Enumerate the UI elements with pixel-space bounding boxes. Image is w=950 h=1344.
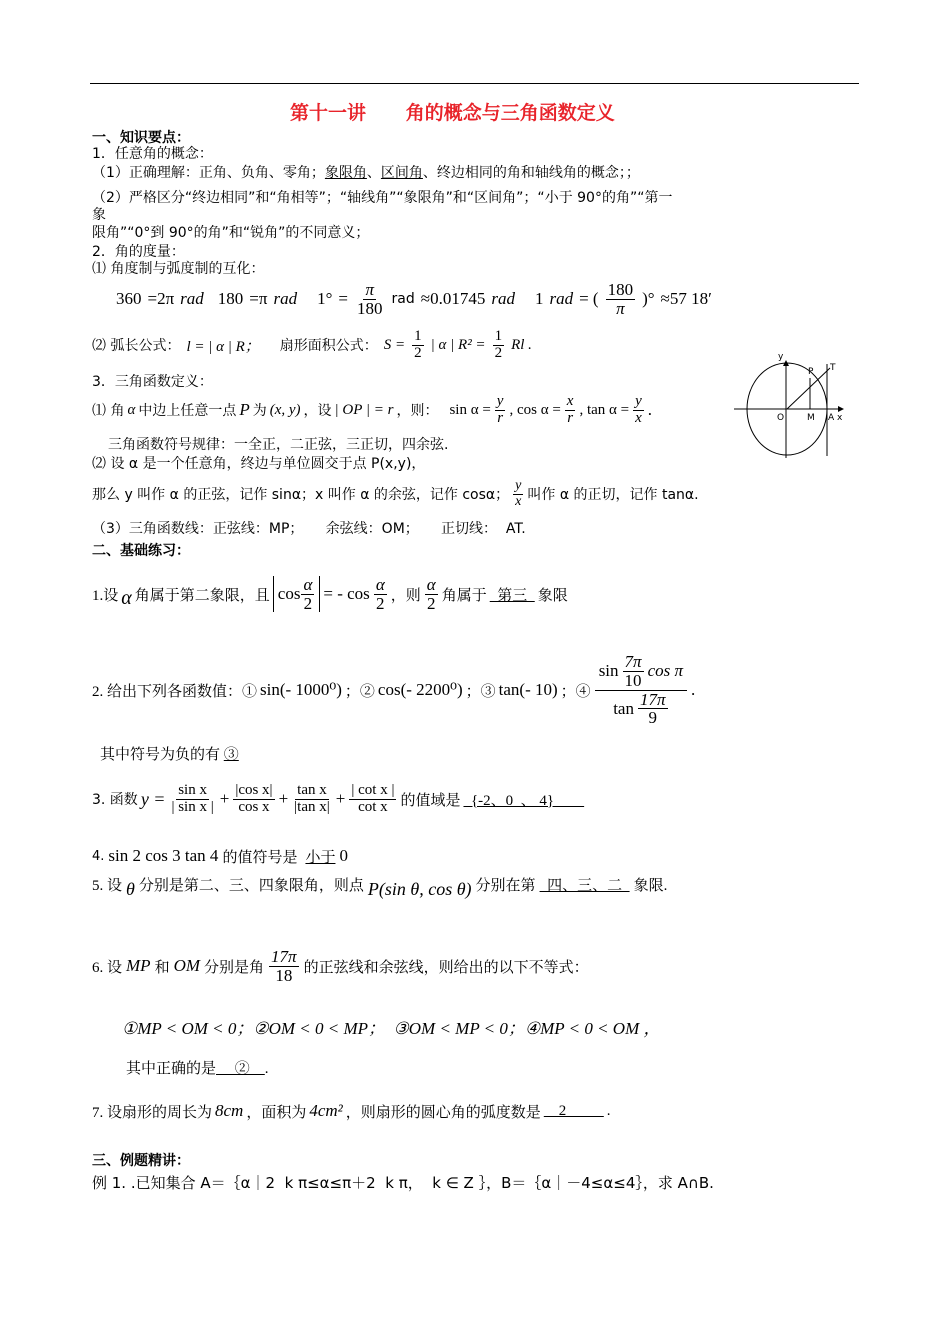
header-rule — [90, 83, 859, 84]
page-title: 第十一讲 角的概念与三角函数定义 — [290, 102, 615, 124]
point-1b-line3: 限角”“0°到 90°的角”和“锐角”的不同意义； — [92, 225, 370, 241]
point-3c: 那么 y 叫作 α 的正弦，记作 sinα；x 叫作 α 的余弦，记作 cosα； $\frac{y}{x}$ 叫作 α 的正切，记作 tanα. — [92, 477, 699, 509]
question-5: 5. 设 θ 分别是第二、三、四象限角，则点 P(sin θ, cos θ) 分别在第 四、三、二 象限. — [92, 877, 668, 899]
question-6: 6. 设 MP 和 OM 分别是角 $\frac{17\pi}{18}$ 的正弦线和余弦线，则给出的以下不等式： — [92, 946, 589, 985]
unit-circle-diagram — [730, 350, 850, 460]
point-1: 1．任意角的概念： — [92, 146, 213, 162]
section-heading-practice: 二、基础练习： — [92, 543, 190, 559]
sign-rule: 三角函数符号规律：一全正，二正弦，三正切，四余弦. — [108, 437, 449, 453]
point-2: 2．角的度量： — [92, 244, 185, 260]
question-2: 2. 给出下列各函数值：① sin(- 1000⁰) ；② cos(- 2200⁰) ；③ tan(- 10) ；④ sin $\frac{7\pi}{10}$ cos π tan $\frac{17\pi}{9}$ . — [92, 651, 696, 728]
point-3: 3．三角函数定义： — [92, 374, 213, 390]
point-1b-line1: （2）严格区分“终边相同”和“角相等”；“轴线角”“象限角”和“区间角”；“小于 90°的角”“第一 — [92, 190, 673, 206]
conversion-formulas: 360 =2π rad 180 =π rad 1° = $\frac{\pi}{180}$ rad ≈0.01745 rad 1 rad = ( $\frac{180}{\pi}$ )° ≈57 18′ — [116, 279, 712, 318]
label-O: O — [777, 413, 785, 423]
example-1: 例 1. .已知集合 A＝｛α｜2 k π≤α≤π＋2 k π， k ∈ Z ｝，B＝｛α｜－4≤α≤4｝，求 A∩B. — [92, 1174, 714, 1192]
question-1: 1.设 α 角属于第二象限，且 cos $\frac{\alpha}{2}$ = - cos $\frac{\alpha}{2}$ ，则 $\frac{\alpha}{2}$ 角属于 第三 象限 — [92, 574, 568, 613]
section-heading-examples: 三、例题精讲： — [92, 1153, 190, 1169]
label-M: M — [807, 413, 815, 423]
arc-area-formulas: ⑵ 弧长公式： l = | α | R； 扇形面积公式： S = $\frac{1}{2}$ | α | R² = $\frac{1}{2}$ Rl . — [92, 327, 532, 361]
trig-definition: ⑴ 角 α 中边上任意一点 P 为 (x, y) ，设 | OP | = r ，则： sin α = $\frac{y}{r}$ , cos α = $\frac{x}{r}$ , tan α = $\frac{y}{x}$ . — [92, 392, 653, 426]
question-2-answer: 其中符号为负的有 ③ — [100, 747, 239, 763]
label-y: y — [778, 352, 784, 362]
point-2a: ⑴ 角度制与弧度制的互化： — [92, 261, 265, 277]
x-axis-arrow — [838, 406, 844, 412]
point-3d: （3）三角函数线：正弦线：MP； 余弦线：OM； 正切线： AT. — [92, 521, 526, 537]
label-T: T — [830, 363, 836, 373]
question-3: 3. 函数 y = $\frac{\text{sin x}}{\text{| sin x |}}$ + $\frac{\text{|cos x|}}{\text{cos x}}$ + $\frac{\text{tan x}}{\text{|tan x|}}$ + $\frac{\text{| cot x |}}{\text{cot x}}$ 的值域是 {-2、0 、 4} — [92, 781, 585, 815]
question-6-inequalities: ①MP < OM < 0；②OM < 0 < MP； ③OM < MP < 0；④MP < 0 < OM ， — [122, 1019, 661, 1038]
question-7: 7. 设扇形的周长为 8cm ，面积为 4cm² ，则扇形的圆心角的弧度数是 2 . — [92, 1101, 611, 1121]
point-1b-line2: 象 — [92, 207, 106, 223]
point-1a: （1）正确理解：正角、负角、零角；象限角、区间角、终边相同的角和轴线角的概念；； — [92, 165, 640, 181]
point-3b: ⑵ 设 α 是一个任意角，终边与单位圆交于点 P(x,y)， — [92, 456, 426, 472]
label-A: A — [828, 413, 835, 423]
question-4: 4. sin 2 cos 3 tan 4 的值符号是 小于 0 — [92, 846, 348, 866]
question-6-answer: 其中正确的是 ② . — [126, 1061, 269, 1077]
section-heading-knowledge: 一、知识要点： — [92, 130, 190, 146]
label-x: x — [837, 413, 843, 423]
label-P: P — [808, 367, 814, 377]
